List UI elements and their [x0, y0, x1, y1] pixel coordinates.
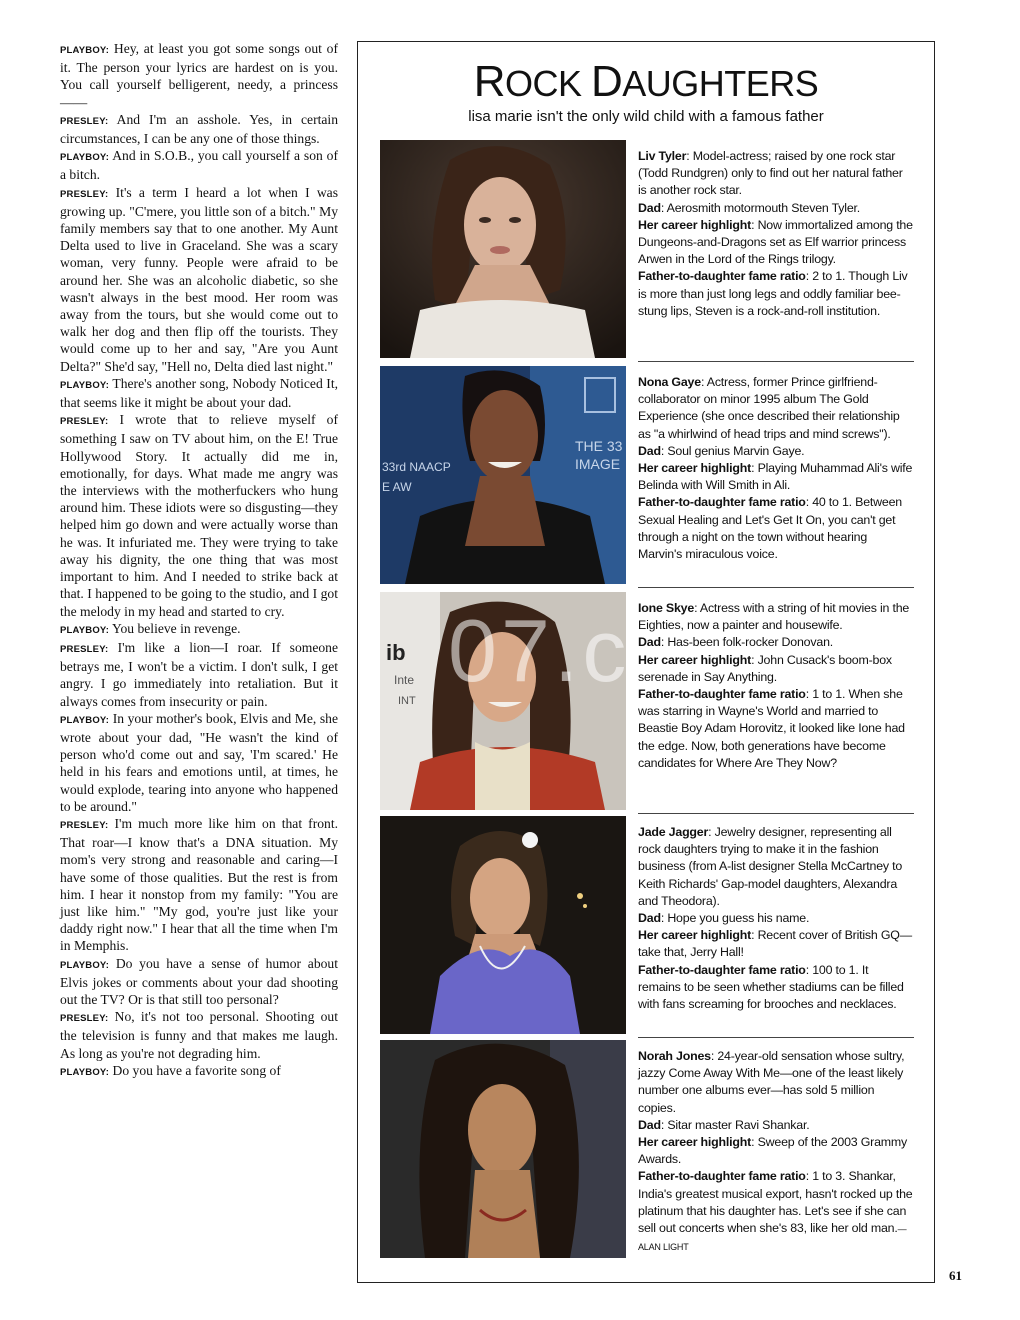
interview-paragraph: [60, 955, 338, 1009]
interview-text: And in S.O.B., you call yourself a son of a bitch.: [60, 148, 338, 183]
speaker-label: PRESLEY:: [60, 416, 109, 428]
speaker-label: PRESLEY:: [60, 819, 109, 831]
entry-text: Jade Jagger: Jewelry designer, representing all rock daughters trying to make it in the fashion business (from A-list designer Stella McCartney to Keith Richards' Gap-model daughters, Alexandra and Theodora). Dad: Hope you guess his name. Her career highlight: Recent cover of British GQ—take that, Jerry Hall! Father-to-daughter fame ratio: 100 to 1. It remains to be seen whether stadiums can be filled with fans screaming for brooches and necklaces.: [638, 825, 912, 1012]
speaker-label: PRESLEY:: [60, 115, 109, 127]
entry-text: Nona Gaye: Actress, former Prince girlfriend-collaborator on minor 1995 album The Gold Experience (she once described their relationship as "a whirlwind of head trips and mind screws"). Dad: Soul genius Marvin Gaye. Her career highlight: Playing Muhammad Ali's wife Belinda with Will Smith in Ali. Father-to-daughter fame ratio: 40 to 1. Between Sexual Healing and Let's Get It On, you can't get through a night on the town without hearing Marvin's miraculous voice.: [638, 375, 913, 562]
speaker-label: PLAYBOY:: [60, 1066, 110, 1078]
interview-text: You believe in revenge.: [112, 620, 241, 636]
sidebar-subtitle: lisa marie isn't the only wild child with a famous father: [468, 108, 824, 125]
interview-paragraph: [60, 111, 338, 147]
interview-text: And I'm an asshole. Yes, in certain circumstances, I can be any one of those things.: [60, 111, 339, 147]
entry-divider: [638, 361, 914, 362]
svg-text:Inte: Inte: [394, 673, 415, 687]
entry-text: Norah Jones: 24-year-old sensation whose sultry, jazzy Come Away With Me—one of the least likely number one albums ever—has sold 5 million copies. Dad: Sitar master Ravi Shankar. Her career highlight: Sweep of the 2003 Grammy Awards. Father-to-daughter fame ratio: 1 to 3. Shankar, India's greatest musical export, hasn't rocked up the platinum that his daughter has. Let's see if she can sell out concerts when she's 83, like her old man.—ALAN LIGHT: [638, 1049, 913, 1253]
svg-text:IMAGE: IMAGE: [575, 456, 621, 472]
interview-paragraph: [60, 147, 338, 183]
interview-text: In your mother's book, Elvis and Me, she wrote about your dad, "He wasn't the kind of person who'd come out and say, 'I'm scared.' He held in his fears and emotions until, at times, he would explode, tearing into anyone who happened to be around.": [60, 710, 338, 814]
svg-text:E AW: E AW: [382, 480, 412, 494]
interview-paragraph: [60, 1008, 338, 1062]
speaker-label: PRESLEY:: [60, 188, 109, 200]
interview-paragraph: [60, 184, 338, 375]
speaker-label: PRESLEY:: [60, 1013, 109, 1025]
interview-paragraph: [60, 411, 338, 619]
entry-divider: [638, 587, 914, 588]
interview-paragraph: [60, 1062, 338, 1081]
interview-text: It's a term I heard a lot when I was growing up. "C'mere, you little son of a bitch." My family members say that to one another. My Aunt Delta used to live in Graceland. She was a scary woman, very funny. People were afraid to be around her. She was an alcoholic diabetic, so she wasn't always in the best mood. Her room was away from the tours, but she would come out to walk her dog and then flip off the tourists. They would come up to her and say, "Are you Aunt Delta?" She'd say, "Hell no, Delta died last night.": [60, 184, 338, 374]
speaker-label: PLAYBOY:: [60, 624, 110, 636]
interview-text: Do you have a favorite song of: [112, 1062, 281, 1078]
interview-text: There's another song, Nobody Noticed It, that seems like it might be about your dad.: [60, 375, 338, 411]
svg-text:THE 33: THE 33: [575, 438, 623, 454]
byline: —ALAN LIGHT: [638, 1224, 907, 1253]
speaker-label: PLAYBOY:: [60, 959, 110, 971]
interview-text: No, it's not too personal. Shooting out the television is funny and that makes me laugh. As long as you're not degrading him.: [60, 1009, 338, 1061]
speaker-label: PLAYBOY:: [60, 45, 110, 56]
svg-text:INT: INT: [398, 695, 416, 707]
interview-paragraph: [60, 639, 338, 710]
interview-text: I wrote that to relieve myself of something I saw on TV about him, on the E! True Hollywood Story. It actually did me in, emotionally, for days. What made me angry was the interviews with the motherfuckers who hung around him. These idiots were so disgusting—they helped him go down and were actually worse than he was. It infuriated me. They were trying to take away his dignity, the one thing that was most important to him. And I needed to strike back at that. I happened to be going to the studio, and I got the melody in my head and started to cry.: [60, 412, 338, 619]
entry-divider: [638, 1037, 914, 1038]
entry-text: Liv Tyler: Model-actress; raised by one rock star (Todd Rundgren) only to find out her natural father is another rock star. Dad: Aerosmith motormouth Steven Tyler. Her career highlight: Now immortalized among the Dungeons-and-Dragons set as Elf warrior princess Arwen in the Lord of the Rings trilogy. Father-to-daughter fame ratio: 2 to 1. Though Liv is more than just long legs and oddly familiar bee-stung lips, Steven is a rock-and-roll institution.: [638, 149, 913, 318]
interview-text: Hey, at least you got some songs out of it. The person your lyrics are hardest on is you. You call yourself belligerent, needy, a princess——: [60, 41, 338, 110]
svg-text:ib: ib: [386, 640, 406, 665]
entry-text: Ione Skye: Actress with a string of hit movies in the Eighties, now a painter and housewife. Dad: Has-been folk-rocker Donovan. Her career highlight: John Cusack's boom-box serenade in Say Anything. Father-to-daughter fame ratio: 1 to 1. When she was starring in Wayne's World and married to Beastie Boy Adam Horovitz, it looked like Ione had the edge. Now, both generations have become candidates for Where Are They Now?: [638, 601, 910, 770]
svg-text:33rd NAACP: 33rd NAACP: [382, 460, 451, 474]
speaker-label: PLAYBOY:: [60, 152, 110, 164]
rock-daughters-sidebar: [357, 41, 935, 1283]
interview-text: Do you have a sense of humor about Elvis jokes or comments about your dad shooting out the TV? Or is that still too personal?: [60, 955, 338, 1007]
photo-norah-jones: [380, 1040, 626, 1258]
photo-liv-tyler: [380, 140, 626, 358]
interview-paragraph: [60, 375, 338, 411]
photo-jade-jagger: [380, 816, 626, 1034]
speaker-label: PLAYBOY:: [60, 714, 110, 726]
page-number: 61: [949, 1268, 962, 1283]
entry-divider: [638, 813, 914, 814]
photo-ione-skye: [380, 592, 626, 810]
interview-paragraph: [60, 620, 338, 639]
interview-paragraph: [60, 815, 338, 955]
interview-paragraph: [60, 710, 338, 815]
photo-nona-gaye: [380, 366, 626, 584]
speaker-label: PLAYBOY:: [60, 379, 110, 391]
watermark: 07.c: [448, 601, 631, 700]
interview-column: [60, 40, 338, 1081]
interview-text: I'm like a lion—I roar. If someone betrays me, I won't be a victim. I don't sulk, I get angry. I go immediately into retaliation. But it always comes from insecurity or pain.: [60, 639, 338, 709]
interview-paragraph: [60, 40, 338, 111]
interview-text: I'm much more like him on that front. That roar—I know that's a DNA situation. My mom's very strong and reasonable and caring—I have some of those qualities. But the rest is from him. I hear it nonstop from my family: "You are just like him." "My god, you're just like your daddy right now." I hear that all the time when I'm in Memphis.: [60, 815, 338, 954]
sidebar-title: ROCK DAUGHTERS: [473, 57, 819, 106]
speaker-label: PRESLEY:: [60, 643, 109, 655]
